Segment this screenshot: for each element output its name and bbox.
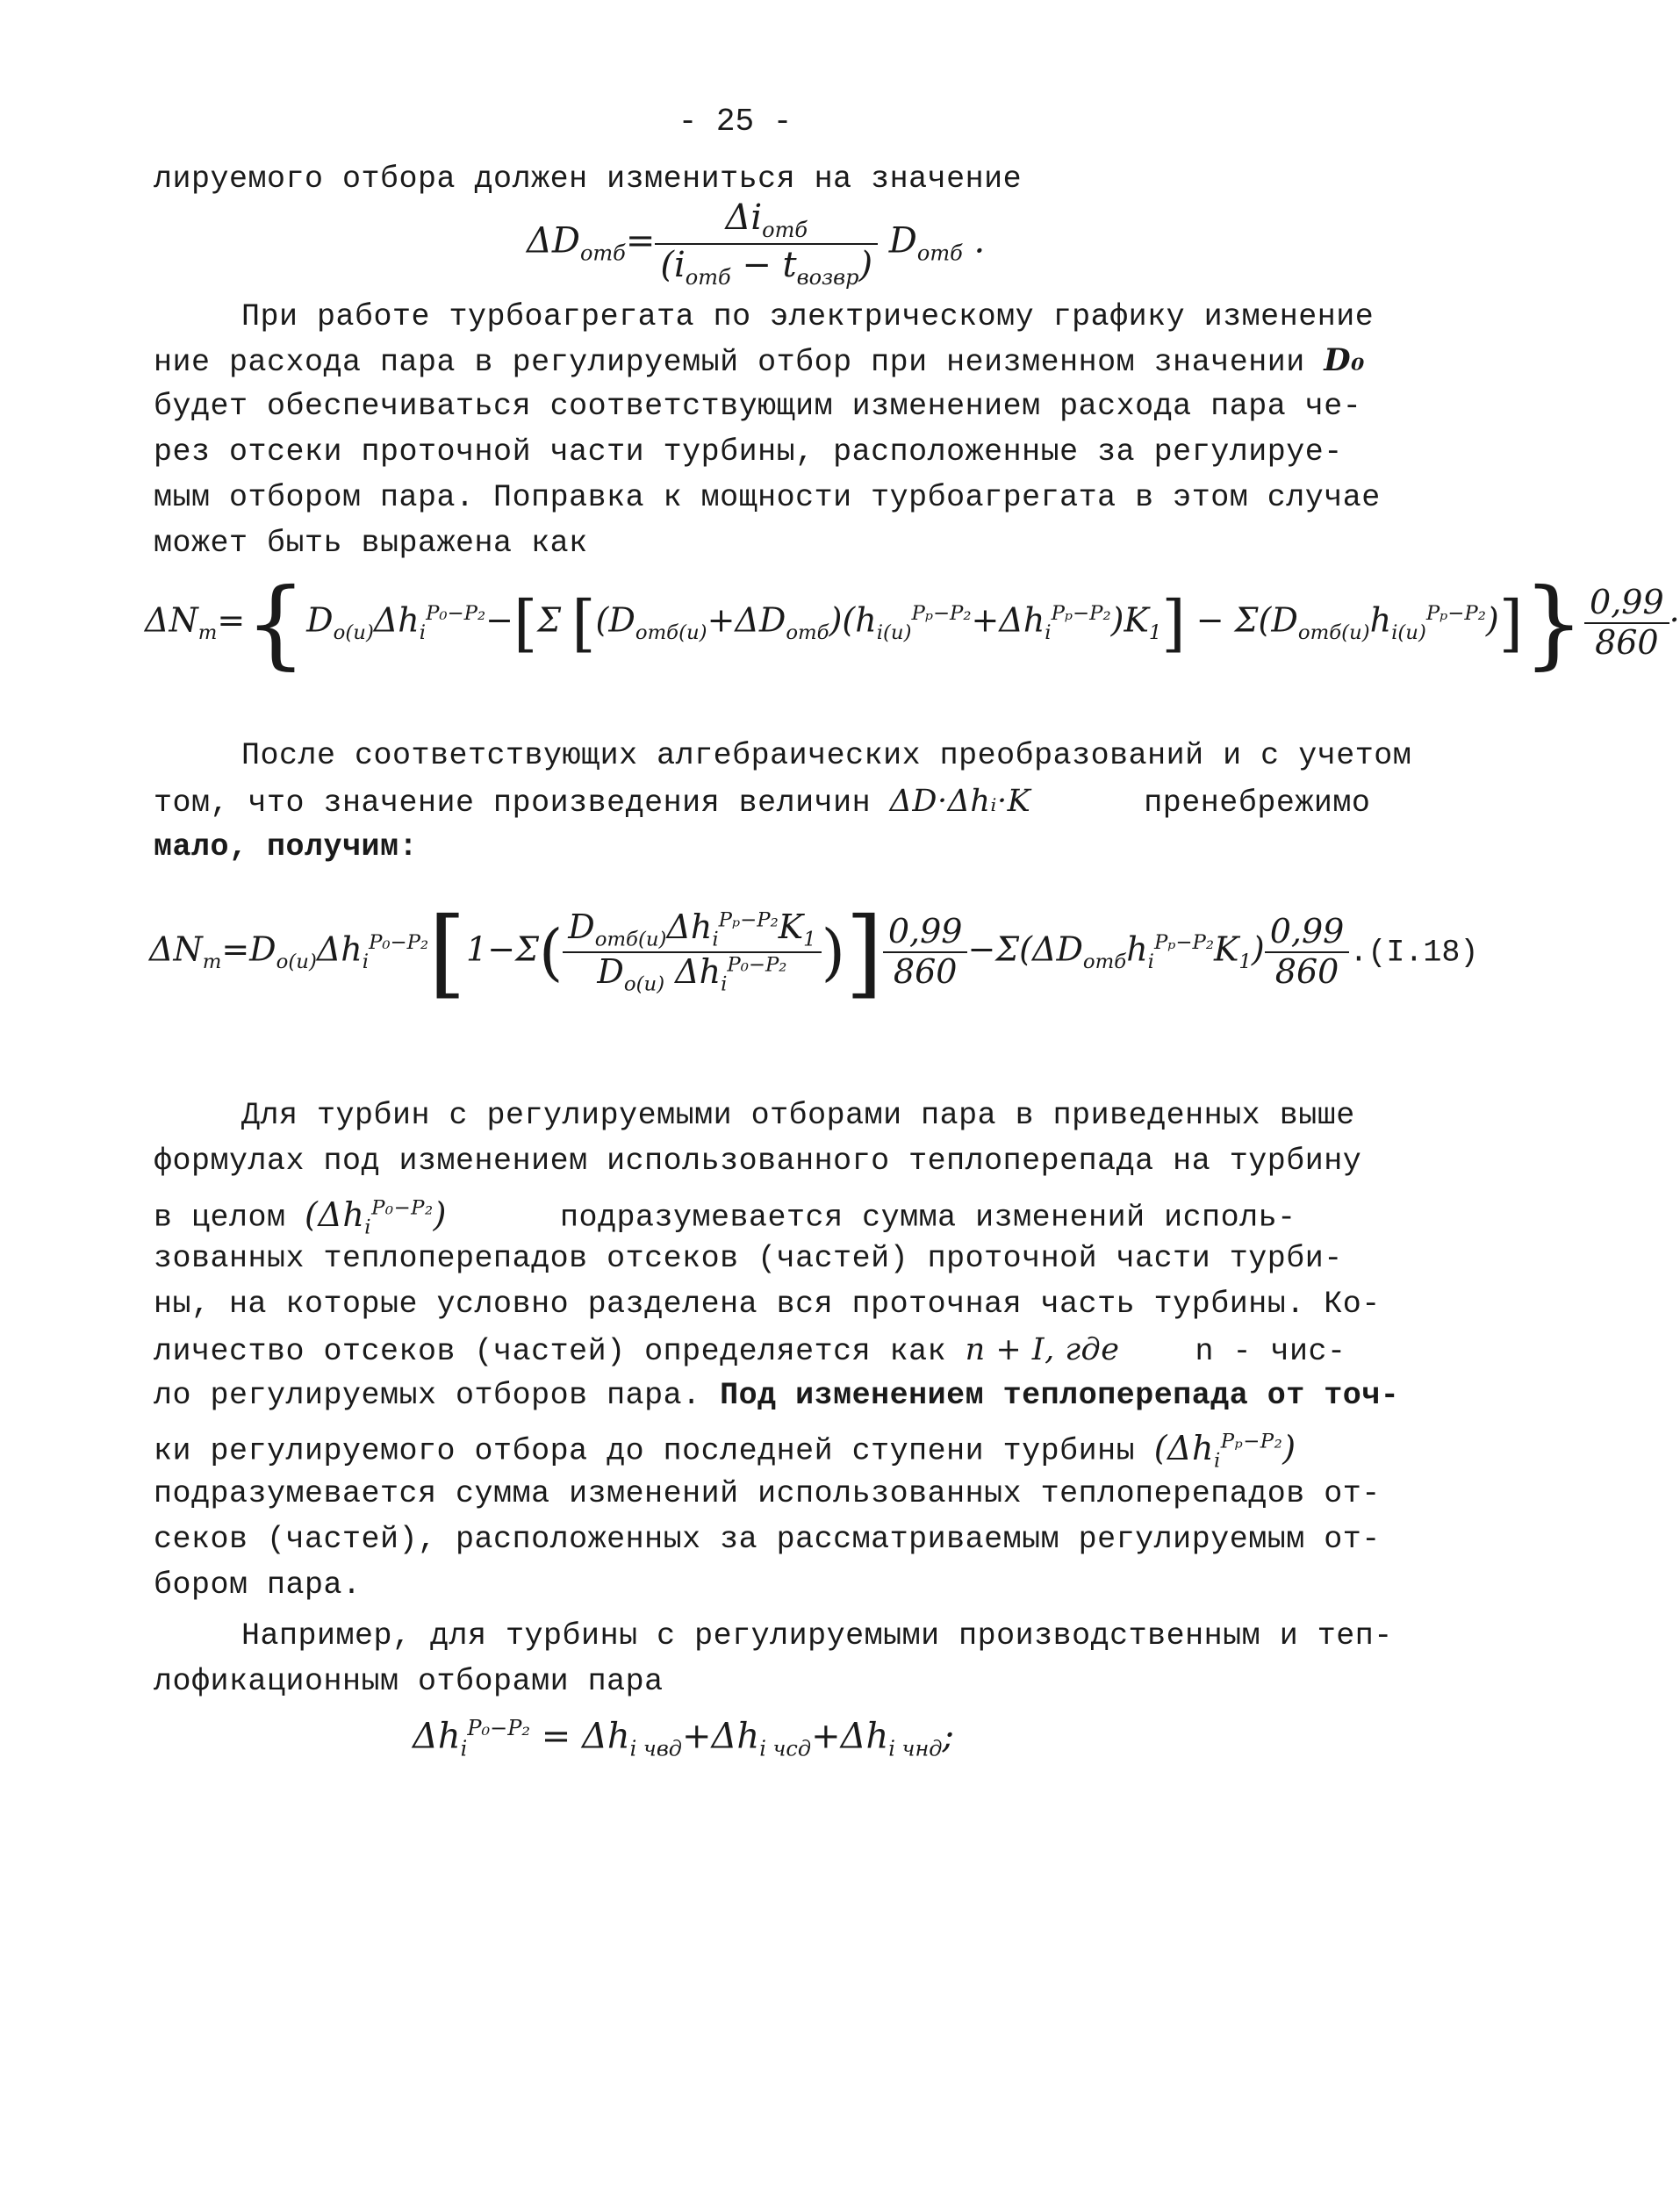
text-line: мым отбором пара. Поправка к мощности турбоагрегата в этом случае — [154, 480, 1381, 515]
text-line: мало, получим: — [154, 829, 419, 864]
equation-number: .(I.18) — [1349, 935, 1479, 971]
formula-i-18: $\Delta N_т=D_{о(и)}\Delta h_i^{P_0-P_2}[1-\Sigma$( $\frac{D_{отб(и)}\Delta h_i^{P_p-P_2}K_1}{D_{о(и)} \Delta h_i^{P_0-P_2}}$ )] $\frac{0,99}{860}$ $-\Sigma(\Delta D_{отб}h_i^{P_p-P_2}K_1)$ $\frac{0,99}{860}$ .(I.18) — [149, 896, 1479, 1008]
text-line: При работе турбоагрегата по электрическому графику изменение — [241, 299, 1375, 334]
product-expression: ΔD·Δhᵢ·K — [889, 784, 1031, 819]
text-line: том, что значение произведения величин ΔD·Δhᵢ·K пренебрежимо — [154, 784, 1371, 821]
text-line: будет обеспечиваться соответствующим изменением расхода пара че- — [154, 389, 1362, 424]
text-line: ние расхода пара в регулируемый отбор при неизменном значении D₀ — [154, 342, 1365, 380]
text-line: После соответствующих алгебраических преобразований и с учетом — [241, 738, 1412, 773]
text-line: лируемого отбора должен измениться на значение — [154, 161, 1023, 197]
text-line: ки регулируемого отбора до последней ступени турбины $(\Delta h_i^{P_p-P_2})$ — [154, 1428, 1296, 1473]
delta-h-total-symbol: $(\Delta h_i^{P_0-P_2})$ — [305, 1194, 447, 1239]
text-line: ны, на которые условно разделена вся проточная часть турбины. Ко- — [154, 1287, 1381, 1322]
text-line: может быть выражена как — [154, 526, 588, 561]
delta-h-partial-symbol: $(\Delta h_i^{P_p-P_2})$ — [1153, 1428, 1296, 1473]
text-line: ло регулируемых отборов пара. Под изменением теплоперепада от точ- — [154, 1378, 1400, 1413]
text-line: лофикационным отборами пара — [154, 1664, 664, 1699]
text-line: Для турбин с регулируемыми отборами пара в приведенных выше — [241, 1098, 1355, 1133]
text-line: секов (частей), расположенных за рассматриваемым регулируемым от- — [154, 1522, 1381, 1557]
text-line: личество отсеков (частей) определяется как n + I, где n - чис- — [154, 1332, 1346, 1369]
formula-delta-n-turbine: $\Delta N_т=\{D_{о(и)}\Delta h_i^{P_0-P_2}-[\Sigma$ $[(D_{отб(и)}+\Delta D_{отб})(h_{i(и)}^{P_p-P_2}+\Delta h_i^{P_p-P_2})K_1] - \Sigma(D_{отб(и)}h_{i(и)}^{P_p-P_2})$]} $\frac{0,99}{860}$ · — [145, 567, 1680, 679]
formula-delta-d-extraction: $\Delta D_{отб}=$ $\frac{\Delta i_{отб}}{(i_{отб} - t_{возвр})}$ $D_{отб}$ . — [527, 197, 986, 290]
text-line: рез отсеки проточной части турбины, расположенные за регулируе- — [154, 434, 1343, 470]
formula-delta-h-sum: $\Delta h_i^{P_0-P_2} = \Delta h_{i чвд}+\Delta h_{i чсд}+\Delta h_{i чнд}$; — [413, 1716, 954, 1761]
text-line: в целом $(\Delta h_i^{P_0-P_2})$ подразумевается сумма изменений исполь- — [154, 1194, 1296, 1239]
text-line: бором пара. — [154, 1567, 362, 1603]
d0-symbol: D₀ — [1324, 342, 1365, 378]
page-number: - 25 - — [678, 104, 793, 140]
text-line: подразумевается сумма изменений использованных теплоперепадов от- — [154, 1476, 1381, 1511]
text-line: зованных теплоперепадов отсеков (частей) проточной части турби- — [154, 1241, 1343, 1276]
text-line: Например, для турбины с регулируемыми производственным и теп- — [241, 1618, 1393, 1653]
text-line: формулах под изменением использованного теплоперепада на турбину — [154, 1144, 1362, 1179]
